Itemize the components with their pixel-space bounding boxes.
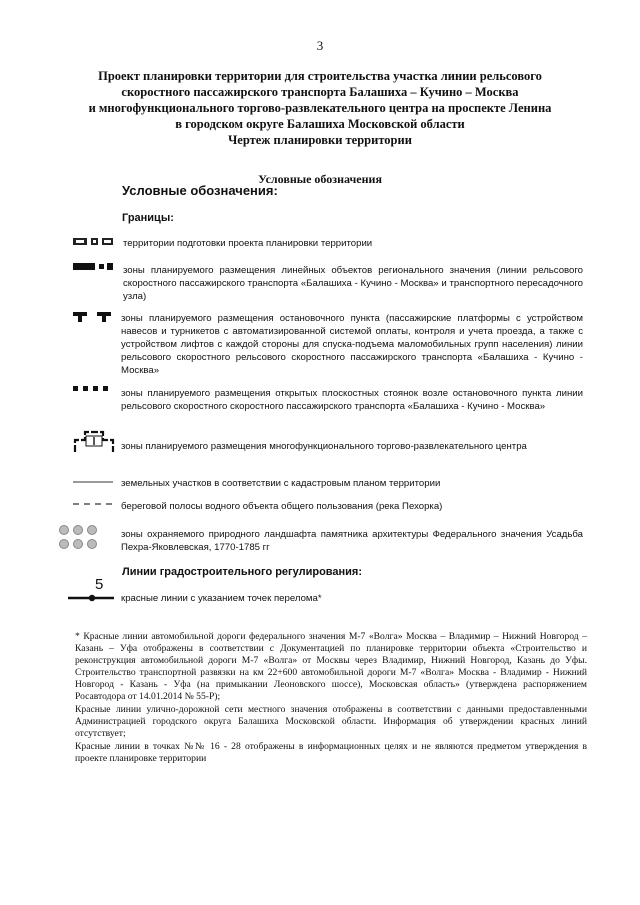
legend-item-text: береговой полосы водного объекта общего пользования (река Пехорка) [121, 501, 443, 512]
thin-line-icon [73, 480, 115, 484]
regulation-heading: Линии градостроительного регулирования: [122, 566, 363, 578]
legend-item-text: зоны планируемого размещения линейных объектов регионального значения (линии рельсового скоростного пассажирского транспорта «Балашиха - Кучино - Москва» и транспортного пересадочного узла) [123, 265, 583, 302]
legend-title-left: Условные обозначения: [122, 183, 278, 198]
boundaries-heading: Границы: [122, 212, 174, 224]
legend-item-text: зоны планируемого размещения остановочного пункта (пассажирские платформы с устройством навесов и турникетов с автоматизированной системой оплаты, контроля и учета проезда, а также с устройством лифтов с каждой стороны для спуска-подъема маломобильных групп населения) линии рельсового скоростного рельсового скоростного пассажирского транспорта «Балашиха - Кучино - Москва» [121, 313, 583, 376]
footnotes [75, 631, 587, 766]
title-line: и многофункционального торгово-развлекательного центра на проспекте Ленина [88, 101, 552, 115]
legend-item-text: зоны планируемого размещения многофункционального торгово-развлекательного центра [121, 441, 527, 452]
red-line-marker-number: 5 [95, 576, 104, 593]
stop-point-zone-icon [73, 310, 113, 324]
linear-objects-zone-icon [73, 262, 113, 272]
red-line-marker-icon [68, 578, 116, 604]
footnote: Красные линии в точках №№ 16 - 28 отображены в информационных целях и не являются предметом утверждения в проекте планировке территории [75, 741, 587, 764]
dashed-thick-boundary-icon [73, 237, 113, 247]
dashed-line-icon [73, 502, 115, 506]
legend-item-text: зоны планируемого размещения открытых плоскостных стоянок возле остановочного пункта линии рельсового скоростного скоростного пассажирского транспорта «Балашиха - Кучино - Москва» [121, 388, 583, 412]
red-lines-text: красные линии с указанием точек перелома* [121, 593, 322, 604]
protected-landscape-icon [58, 524, 108, 552]
legend-title-center: Условные обозначения [258, 172, 382, 186]
footnote: Красные линии улично-дорожной сети местного значения отображены в соответствии с данными предоставленными Администрацией городского округа Балашиха Московской области. Информация об утверждении красных линий отсутствует; [75, 704, 587, 739]
title-line: в городском округе Балашиха Московской области [175, 117, 465, 131]
page-number: 3 [316, 38, 324, 53]
title-line: скоростного пассажирского транспорта Балашиха – Кучино – Москва [121, 85, 519, 99]
title-line: Проект планировки территории для строительства участка линии рельсового [98, 69, 542, 83]
document-title [60, 68, 580, 148]
shopping-center-zone-icon [73, 428, 115, 454]
legend-item-text: зоны охраняемого природного ландшафта памятника архитектуры Федерального значения Усадьба Пехра-Яковлевская, 1770-1785 гг [121, 529, 583, 553]
footnote: * Красные линии автомобильной дороги федерального значения М-7 «Волга» Москва – Владимир – Нижний Новгород – Казань – Уфа отображены в соответствии с Документацией по планировке территории объекта «Строительство и реконструкция автомобильной дороги М-7 «Волга» от Москвы через Владимир, Нижний Новгород, Казань до Уфы. Строительство транспортной развязки на км 22+600 автомобильной дороги М-7 «Волга» Москва - Владимир - Нижний Новгород - Казань - Уфа (на примыкании Леоновского шоссе), Московская область» (утверждена распоряжением Росавтодора от 14.01.2014 № 55-Р); [75, 631, 587, 702]
title-line: Чертеж планировки территории [228, 133, 412, 147]
parking-zone-icon [73, 385, 113, 393]
legend-item-text: территории подготовки проекта планировки территории [123, 238, 373, 249]
legend-item-text: земельных участков в соответствии с кадастровым планом территории [121, 478, 441, 489]
